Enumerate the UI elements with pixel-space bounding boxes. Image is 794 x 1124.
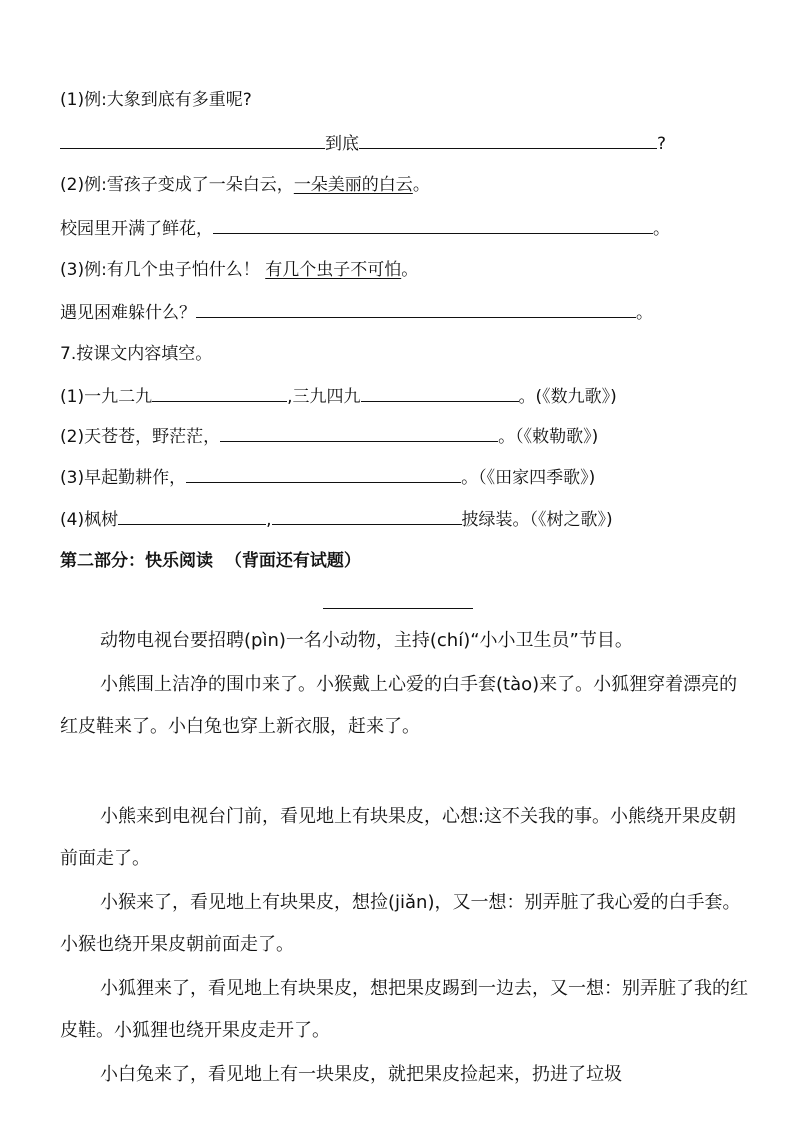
answer-blank[interactable] <box>361 385 519 402</box>
answer-blank[interactable] <box>118 508 266 525</box>
q6-item1-question: 到底 ? <box>60 132 666 155</box>
answer-blank[interactable] <box>220 425 498 442</box>
answer-blank[interactable] <box>186 466 461 483</box>
q6-item1-example: (1)例:大象到底有多重呢? <box>60 90 252 110</box>
q7-heading: 7.按课文内容填空。 <box>60 344 213 364</box>
q7-line-1: (1)一九二九 ,三九四九 。(《数九歌》) <box>60 387 617 407</box>
answer-blank[interactable] <box>152 385 287 402</box>
q6-item2-question: 校园里开满了鲜花， 。 <box>60 219 670 239</box>
passage-paragraph: 小狐狸来了，看见地上有块果皮，想把果皮踢到一边去，又一想：别弄脏了我的红皮鞋。小狐狸也绕开果皮走开了。 <box>60 978 748 1041</box>
part2-heading: 第二部分：快乐阅读 （背面还有试题） <box>60 551 361 571</box>
passage-paragraph: 动物电视台要招聘(pìn)一名小动物，主持(chí)“小小卫生员”节目。 <box>100 630 633 651</box>
q7-line-3: (3)早起勤耕作， 。（《田家四季歌》) <box>60 468 596 488</box>
q6-item3-example: (3)例:有几个虫子怕什么！ 有几个虫子不可怕。 <box>60 260 419 280</box>
answer-blank[interactable] <box>196 301 636 318</box>
passage-title-blank[interactable] <box>323 608 473 609</box>
answer-blank[interactable] <box>359 132 657 149</box>
answer-blank[interactable] <box>213 217 653 234</box>
answer-blank[interactable] <box>60 132 325 149</box>
answer-blank[interactable] <box>272 508 462 525</box>
q7-line-4: (4)枫树 , 披绿装。（《树之歌》) <box>60 510 613 530</box>
passage-paragraph: 小白兔来了，看见地上有一块果皮，就把果皮捡起来，扔进了垃圾 <box>100 1064 622 1085</box>
q6-item2-example: (2)例:雪孩子变成了一朵白云，一朵美丽的白云。 <box>60 175 430 195</box>
passage-paragraph: 小熊来到电视台门前，看见地上有块果皮，心想:这不关我的事。小熊绕开果皮朝前面走了。 <box>60 806 737 869</box>
passage-paragraph: 小熊围上洁净的围巾来了。小猴戴上心爱的白手套(tào)来了。小狐狸穿着漂亮的红皮鞋来了。小白兔也穿上新衣服，赶来了。 <box>60 674 738 737</box>
q6-item3-question: 遇见困难躲什么？ 。 <box>60 303 653 323</box>
passage-paragraph: 小猴来了，看见地上有块果皮，想捡(jiǎn)，又一想：别弄脏了我心爱的白手套。小猴也绕开果皮朝前面走了。 <box>60 892 741 955</box>
q7-line-2: (2)天苍苍，野茫茫， 。（《敕勒歌》) <box>60 427 599 447</box>
